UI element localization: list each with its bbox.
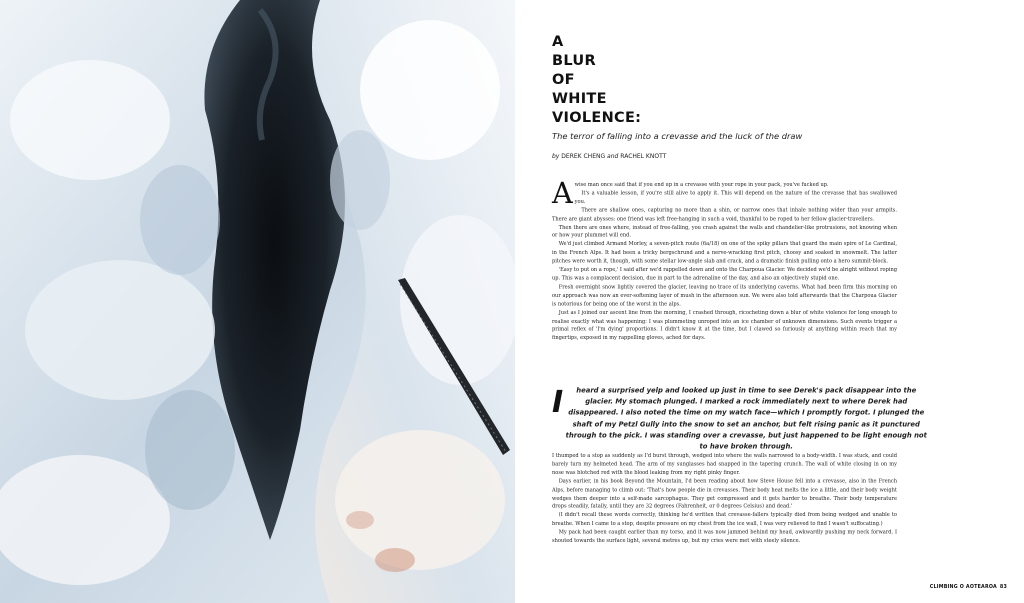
pull-quote-initial: I: [552, 385, 564, 420]
pull-quote-text: heard a surprised yelp and looked up just in time to see Derek's pack disappear into the glacier. My stomach plunged. I marked a rock immediately next to where Derek had disappeared. I also noted the time on my watch face—which I promptly forgot. I plunged the shaft of my Petzl Gully into the snow to set an anchor, but felt rising panic as it punctured through to the pick. I was standing over a crevasse, but just happened to be light enough not to have broken through.: [565, 387, 927, 451]
paragraph: Just as I joined our ascent line from the morning, I crashed through, ricocheting down a blur of white violence for long enough to realise exactly what was happening: I was plummeting unroped into an ice chamber of unknown dimensions. Such events trigger a primal reflex of 'I'm dying' proportions. I didn't know it at the time, but I clawed so furiously at anything within reach that my fingertips, exposed in my rappelling gloves, ached for days.: [552, 309, 897, 342]
paragraph: We'd just climbed Armand Morley, a seven-pitch route (6a/18) on one of the spiky pillars that guard the main spire of Le Cardinal, in the French Alps. It had been a tricky bergschrund and a nerve-wracking first pitch, choosy and soaked in snowmelt. The latter pitches were worth it, though, with some stellar low-angle slab and crack, and a dramatic finish pulling onto a hero summit-block.: [552, 241, 897, 265]
title-line: A: [552, 34, 564, 50]
article-page: [515, 0, 1024, 603]
pull-quote: [552, 385, 927, 451]
page-footer: [930, 585, 1007, 590]
publication-name: CLIMBING O AOTEAROA: [929, 585, 997, 590]
byline-author-1: DEREK CHENG: [561, 153, 606, 160]
article-body-top: [552, 177, 897, 343]
page-number: 83: [999, 585, 1007, 590]
paragraph: 'Easy to put on a rope,' I said after we'd rappelled down and onto the Charpoua Glacier. We decided we'd be alright without roping up. This was a complacent decision, due in part to the adrenaline of the day, and also an objectively stupid one.: [552, 267, 897, 282]
title-line: WHITE: [552, 91, 607, 107]
byline-author-2: RACHEL KNOTT: [620, 153, 667, 160]
paragraph: Then there are ones where, instead of free-falling, you crash against the walls and chandelier-like protrusions, not knowing when or how your plummet will end.: [552, 224, 897, 239]
paragraph: I thumped to a stop as suddenly as I'd burst through, wedged into where the walls narrowed to a body-width. I was stuck, and could barely turn my helmeted head. The arm of my sunglasses had snapped in the tapering crunch. The wall of white closing in on my nose was blotched red with the blood leaking from my right pinky finger.: [552, 452, 897, 476]
paragraph: My pack had been caught earlier than my torso, and it was now jammed behind my head, awkwardly pushing my neck forward. I shouted towards the surface light, several metres up, but my cries were met with steely silence.: [552, 529, 897, 545]
title-line: OF: [552, 72, 575, 88]
title-line: BLUR: [552, 53, 596, 69]
paragraph: Days earlier, in his book Beyond the Mountain, I'd been reading about how Steve House fell into a crevasse, also in the French Alps, before managing to climb out: 'That's how people die in crevasses. Their body heat melts the ice a little, and their body weight wedges them deeper into a self-made sarcophagus. They get compressed and it gets harder to breathe. Their body temperature drops steadily, fatally, until they are 32 degrees (Fahrenheit, or 0 degrees Celsius) and dead.': [552, 478, 897, 510]
paragraph: There are shallow ones, capturing no more than a shin, or narrow ones that inhale nothing wider than your armpits. There are giant abysses: one friend was left free-hanging in such a void, thankful to be roped to her fellow glacier-travellers.: [552, 207, 897, 222]
byline: [552, 153, 666, 160]
article-title: [552, 33, 641, 128]
paragraph: (I didn't recall these words correctly, thinking he'd written that crevasse-fallers typically died from being wedged and unable to breathe. When I came to a stop, despite pressure on my chest from the ice wall, I was very relieved to find I wasn't suffocating.): [552, 512, 897, 527]
paragraph: It's a valuable lesson, if you're still alive to apply it. This will depend on the nature of the crevasse that has swallowed you.: [574, 190, 897, 205]
drop-cap: A: [552, 177, 573, 211]
article-subtitle: The terror of falling into a crevasse and the luck of the draw: [552, 131, 803, 141]
title-line: VIOLENCE:: [552, 110, 642, 126]
byline-by: by: [552, 153, 560, 160]
byline-and: and: [607, 153, 619, 160]
paragraph: Fresh overnight snow lightly covered the glacier, leaving no trace of its underlying caverns. What had been firm this morning on our approach was now an ever-softening layer of mush in the afternoon sun. We were also told afterwards that the Charpoua Glacier is notorious for being one of the worst in the alps.: [552, 284, 897, 308]
paragraph: Awise man once said that if you end up in a crevasse with your rope in your pack, you've fucked up.: [552, 177, 829, 211]
article-body-bottom: [552, 452, 897, 546]
